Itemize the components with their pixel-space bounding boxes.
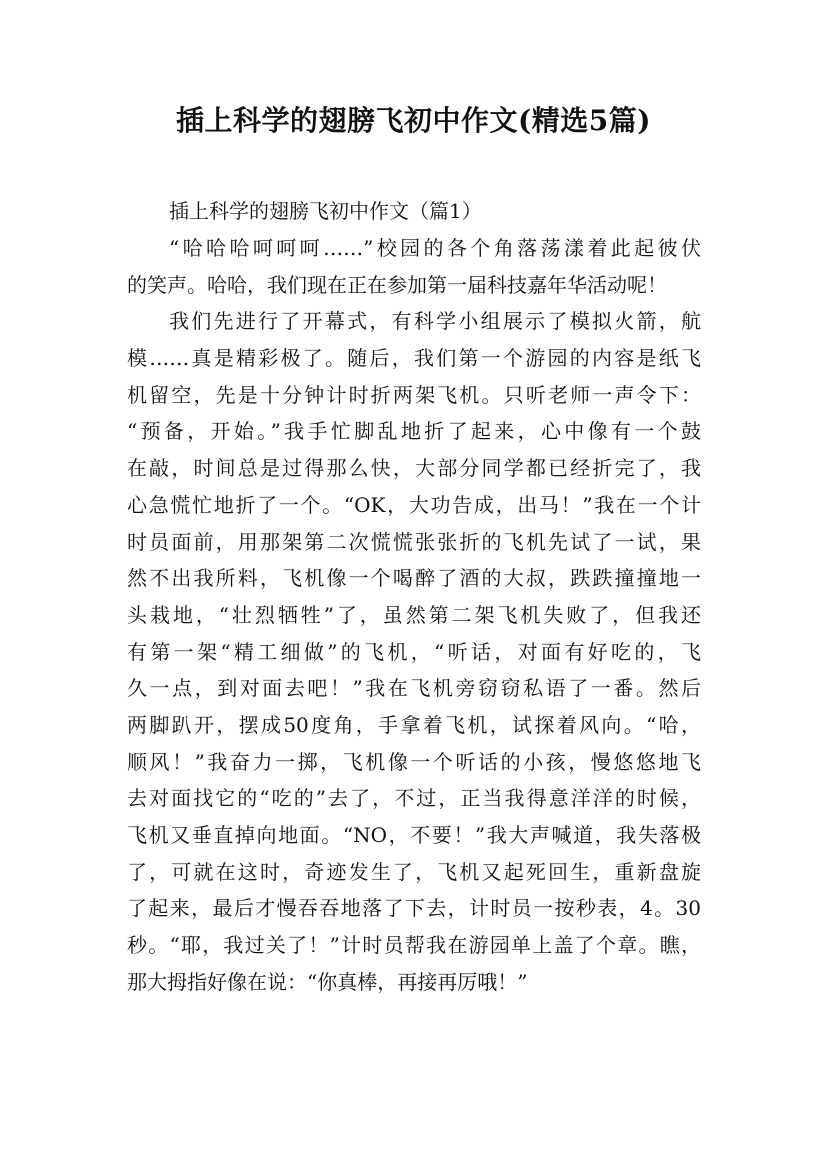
paragraph-line: 在敲，时间总是过得那么快，大部分同学都已经折完了，我 — [127, 456, 701, 481]
paragraph-line: 了起来，最后才慢吞吞地落了下去，计时员一按秒表，4。30 — [127, 896, 701, 921]
paragraph-line: 时员面前，用那架第二次慌慌张张折的飞机先试了一试，果 — [127, 529, 701, 554]
paragraph-line: “预备，开始。”我手忙脚乱地折了起来，心中像有一个鼓 — [127, 419, 701, 444]
paragraph-line: 模……真是精彩极了。随后，我们第一个游园的内容是纸飞 — [127, 346, 701, 371]
paragraph-line: 心急慌忙地折了一个。“OK，大功告成，出马！”我在一个计 — [127, 492, 701, 517]
paragraph-line: 有第一架“精工细做”的飞机，“听话，对面有好吃的，飞 — [127, 639, 701, 664]
section-heading: 插上科学的翅膀飞初中作文（篇1） — [169, 199, 482, 223]
paragraph-1 — [127, 230, 701, 303]
paragraph-line: 我们先进行了开幕式，有科学小组展示了模拟火箭，航 — [169, 309, 701, 334]
paragraph-line: 那大拇指好像在说：“你真棒，再接再厉哦！” — [127, 969, 528, 994]
paragraph-line: 秒。“耶，我过关了！”计时员帮我在游园单上盖了个章。瞧， — [127, 933, 701, 958]
paragraph-line: 机留空，先是十分钟计时折两架飞机。只听老师一声令下： — [127, 382, 701, 407]
document-body — [127, 192, 701, 1000]
paragraph-line: 两脚趴开，摆成50度角，手拿着飞机，试探着风向。“哈， — [127, 712, 701, 737]
paragraph-line: 然不出我所料，飞机像一个喝醉了酒的大叔，跌跌撞撞地一 — [127, 566, 701, 591]
paragraph-line: 顺风！”我奋力一掷，飞机像一个听话的小孩，慢悠悠地飞 — [127, 749, 701, 774]
paragraph-2 — [127, 303, 701, 1000]
paragraph-line: 了，可就在这时，奇迹发生了，飞机又起死回生，重新盘旋 — [127, 859, 701, 884]
paragraph-line: 去对面找它的“吃的”去了，不过，正当我得意洋洋的时候， — [127, 786, 701, 811]
paragraph-line: 头栽地，“壮烈牺牲”了，虽然第二架飞机失败了，但我还 — [127, 602, 701, 627]
paragraph-line: “哈哈哈呵呵呵……”校园的各个角落荡漾着此起彼伏 — [169, 236, 701, 260]
document-title: 插上科学的翅膀飞初中作文(精选5篇) — [176, 104, 651, 137]
paragraph-line: 的笑声。哈哈，我们现在正在参加第一届科技嘉年华活动呢！ — [127, 272, 667, 297]
paragraph-line: 久一点，到对面去吧！”我在飞机旁窃窃私语了一番。然后 — [127, 676, 701, 701]
paragraph-line: 飞机又垂直掉向地面。“NO，不要！”我大声喊道，我失落极 — [127, 823, 701, 847]
